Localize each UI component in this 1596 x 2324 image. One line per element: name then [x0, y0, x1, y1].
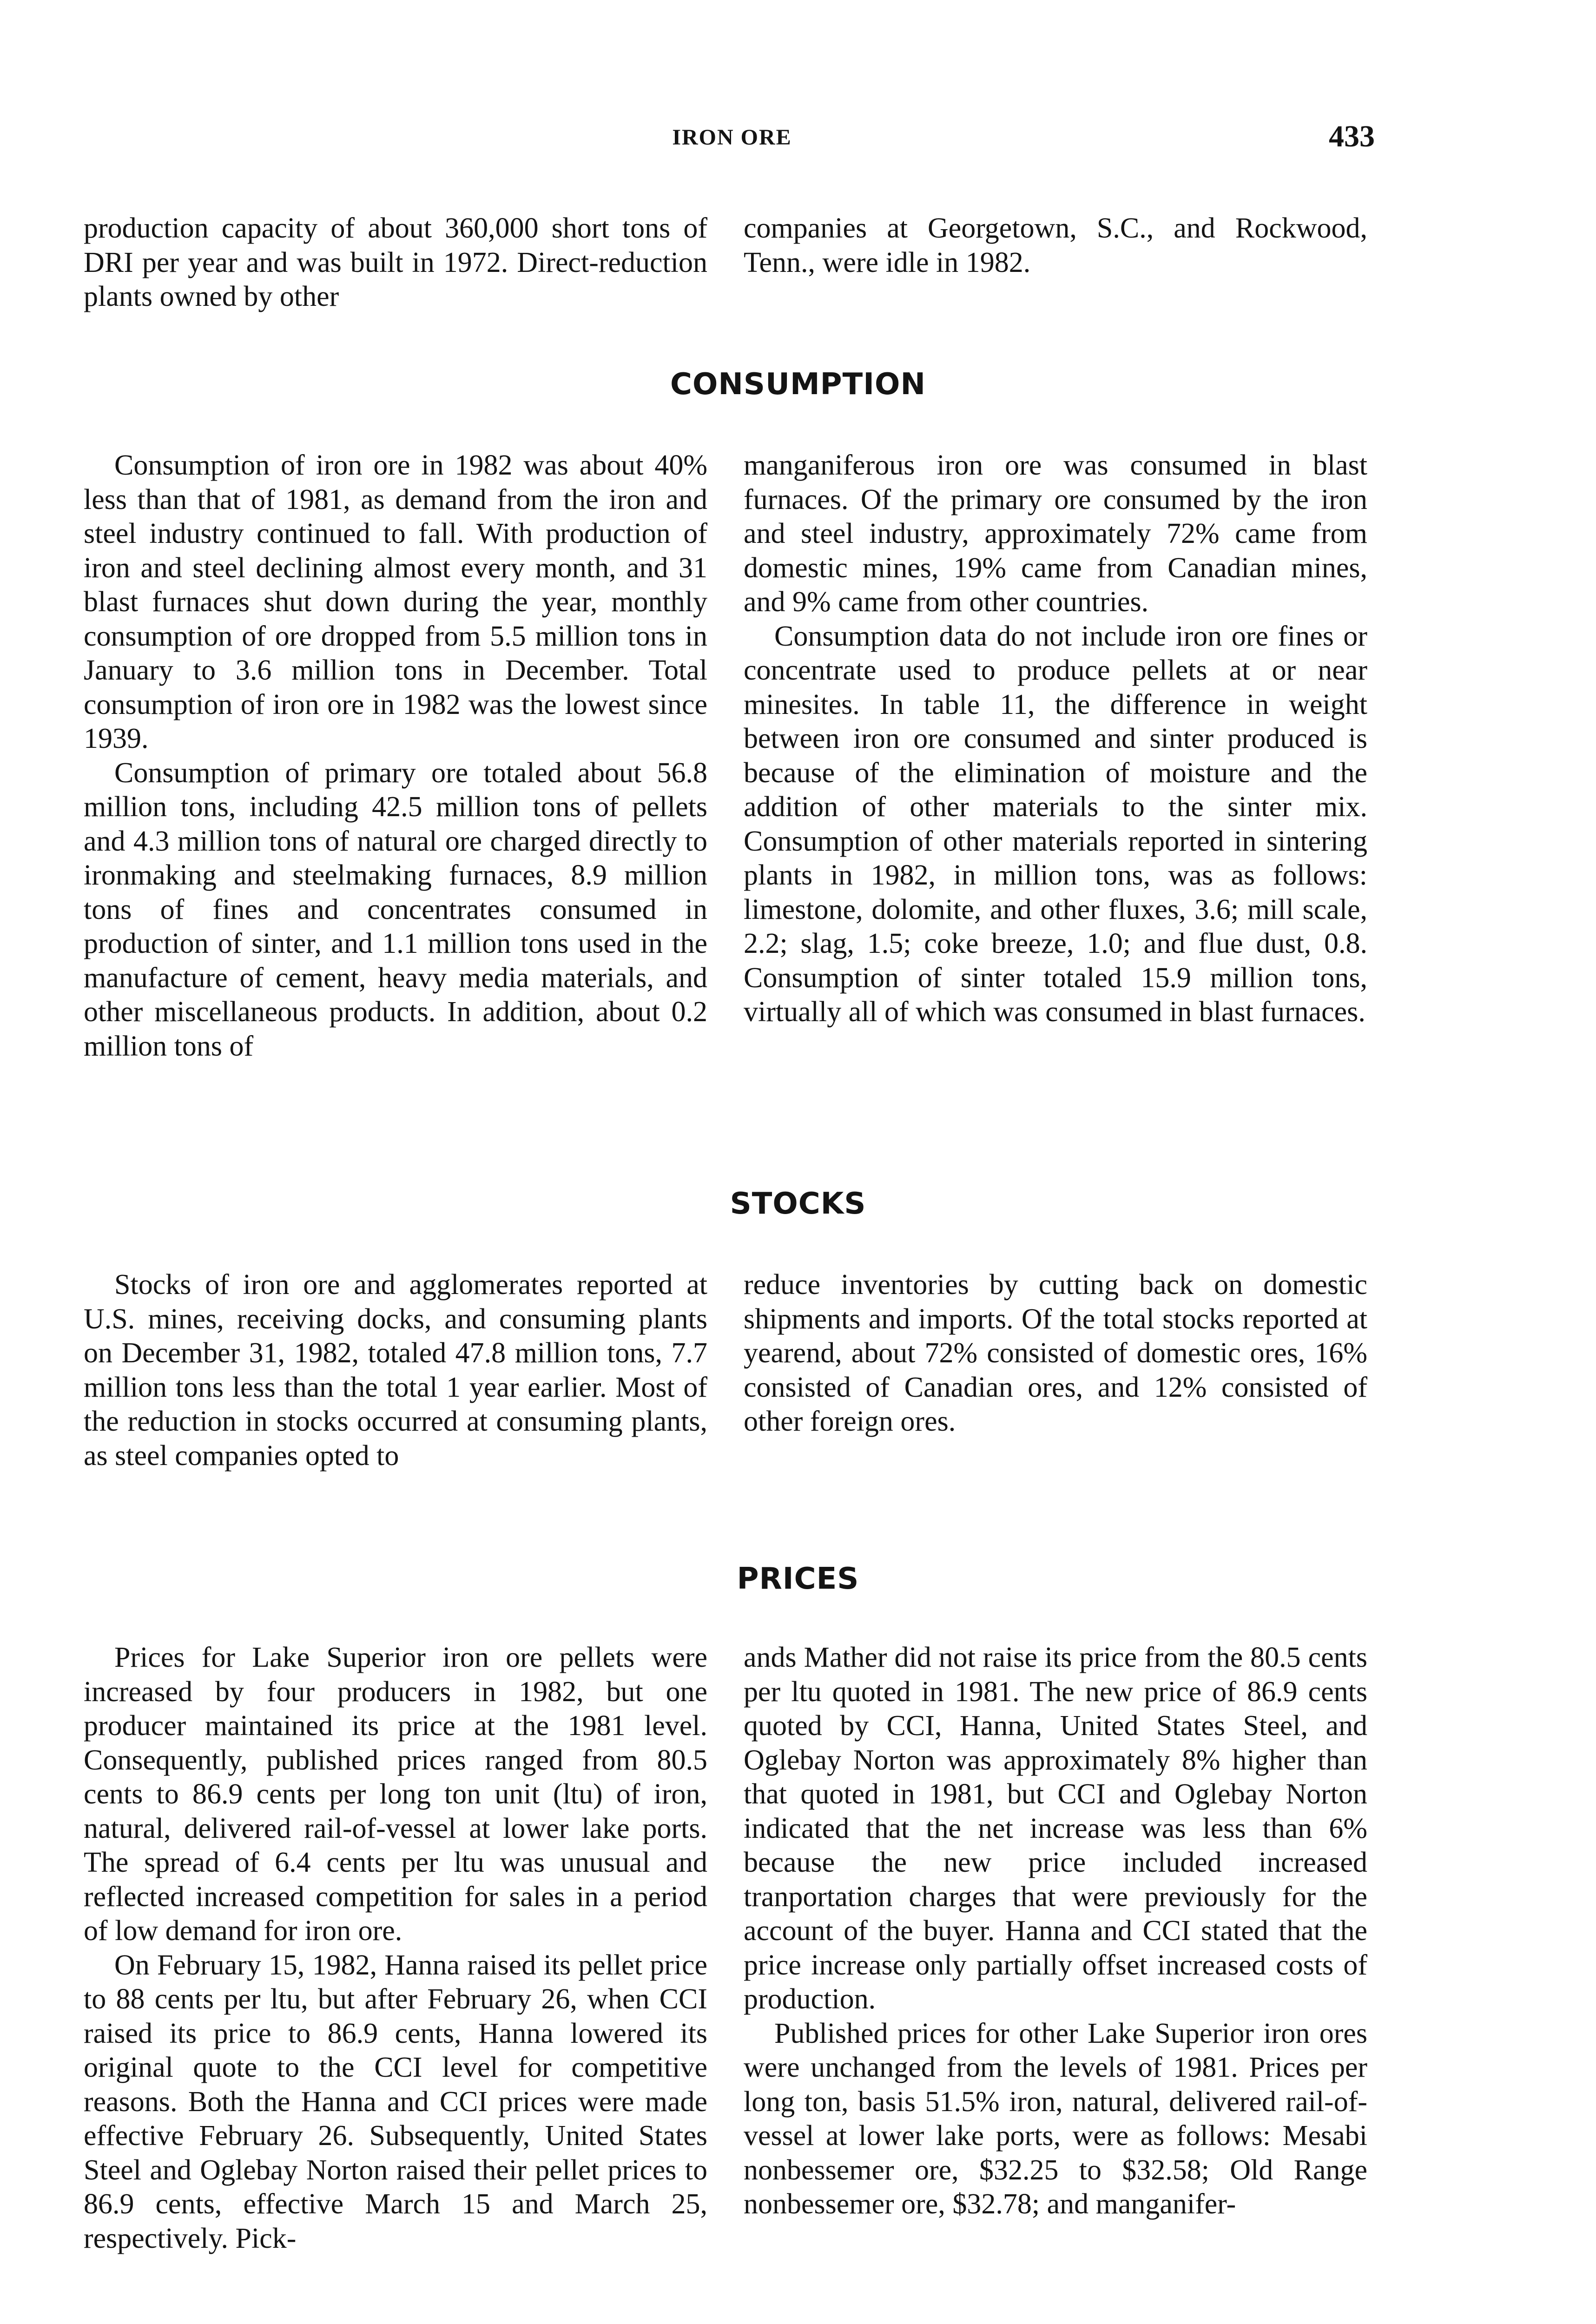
running-title: IRON ORE: [672, 125, 792, 150]
intro-right-paragraph: companies at Georgetown, S.C., and Rockwood, Tenn., were idle in 1982.: [744, 212, 1367, 278]
consumption-paragraph-1: Consumption of iron ore in 1982 was about 40% less than that of 1981, as demand from the iron and steel industry continued to fall. With production of iron and steel declining almost every month, and 31 blast furnaces shut down during the year, monthly consumption of ore dropped from 5.5 million tons in January to 3.6 million tons in December. Total consumption of iron ore in 1982 was the lowest since 1939.: [84, 449, 707, 754]
running-head: [0, 119, 1596, 162]
consumption-right-column: [744, 449, 1367, 1030]
prices-right-column: [744, 1641, 1367, 2222]
prices-paragraph-2: On February 15, 1982, Hanna raised its pellet price to 88 cents per ltu, but after February 26, when CCI raised its price to 86.9 cents, Hanna lowered its original quote to the CCI level for competitive reasons. Both the Hanna and CCI prices were made effective February 26. Subsequently, United States Steel and Oglebay Norton raised their pellet prices to 86.9 cents, effective March 15 and March 25, respectively. Pick-: [84, 1949, 707, 2254]
consumption-paragraph-2: Consumption of primary ore totaled about 56.8 million tons, including 42.5 million tons of pellets and 4.3 million tons of natural ore charged directly to ironmaking and steelmaking furnaces, 8.9 million tons of fines and concentrates consumed in production of sinter, and 1.1 million tons used in the manufacture of cement, heavy media materials, and other miscellaneous products. In addition, about 0.2 million tons of: [84, 757, 707, 1062]
prices-heading: PRICES: [737, 1562, 859, 1596]
stocks-heading: STOCKS: [730, 1187, 866, 1221]
prices-paragraph-4: Published prices for other Lake Superior iron ores were unchanged from the levels of 1981. Prices per long ton, basis 51.5% iron, natural, delivered rail-of-vessel at lower lake ports, were as follows: Mesabi nonbessemer ore, $32.25 to $32.58; Old Range nonbessemer ore, $32.78; and manganifer-: [744, 2017, 1367, 2220]
intro-left-column: [84, 211, 707, 314]
consumption-paragraph-4: Consumption data do not include iron ore fines or concentrate used to produce pellets at or near minesites. In table 11, the difference in weight between iron ore consumed and sinter produced is because of the elimination of moisture and the addition of other materials to the sinter mix. Consumption of other materials reported in sintering plants in 1982, in million tons, was as follows: limestone, dolomite, and other fluxes, 3.6; mill scale, 2.2; slag, 1.5; coke breeze, 1.0; and flue dust, 0.8. Consumption of sinter totaled 15.9 million tons, virtually all of which was consumed in blast furnaces.: [744, 620, 1367, 1028]
prices-paragraph-1: Prices for Lake Superior iron ore pellets were increased by four producers in 1982, but one producer maintained its price at the 1981 level. Consequently, published prices ranged from 80.5 cents to 86.9 cents per long ton unit (ltu) of iron, natural, delivered rail-of-vessel at lower lake ports. The spread of 6.4 cents per ltu was unusual and reflected increased competition for sales in a period of low demand for iron ore.: [84, 1642, 707, 1947]
consumption-heading: CONSUMPTION: [670, 367, 926, 402]
stocks-paragraph-1: Stocks of iron ore and agglomerates reported at U.S. mines, receiving docks, and consuming plants on December 31, 1982, totaled 47.8 million tons, 7.7 million tons less than the total 1 year earlier. Most of the reduction in stocks occurred at consuming plants, as steel companies opted to: [84, 1269, 707, 1472]
consumption-paragraph-3: manganiferous iron ore was consumed in blast furnaces. Of the primary ore consumed by the iron and steel industry, approximately 72% came from domestic mines, 19% came from Canadian mines, and 9% came from other countries.: [744, 449, 1367, 618]
stocks-right-column: [744, 1268, 1367, 1439]
intro-right-column: [744, 211, 1367, 280]
intro-left-paragraph: production capacity of about 360,000 short tons of DRI per year and was built in 1972. Direct-reduction plants owned by other: [84, 212, 707, 312]
prices-paragraph-3: ands Mather did not raise its price from the 80.5 cents per ltu quoted in 1981. The new price of 86.9 cents quoted by CCI, Hanna, United States Steel, and Oglebay Norton was approximately 8% higher than that quoted in 1981, but CCI and Oglebay Norton indicated that the net increase was less than 6% because the new price included increased tranportation charges that were previously for the account of the buyer. Hanna and CCI stated that the price increase only partially offset increased costs of production.: [744, 1642, 1367, 2015]
page-number: 433: [1329, 119, 1375, 153]
prices-left-column: [84, 1641, 707, 2256]
stocks-left-column: [84, 1268, 707, 1473]
consumption-left-column: [84, 449, 707, 1063]
stocks-paragraph-2: reduce inventories by cutting back on domestic shipments and imports. Of the total stocks reported at yearend, about 72% consisted of domestic ores, 16% consisted of Canadian ores, and 12% consisted of other foreign ores.: [744, 1269, 1367, 1437]
